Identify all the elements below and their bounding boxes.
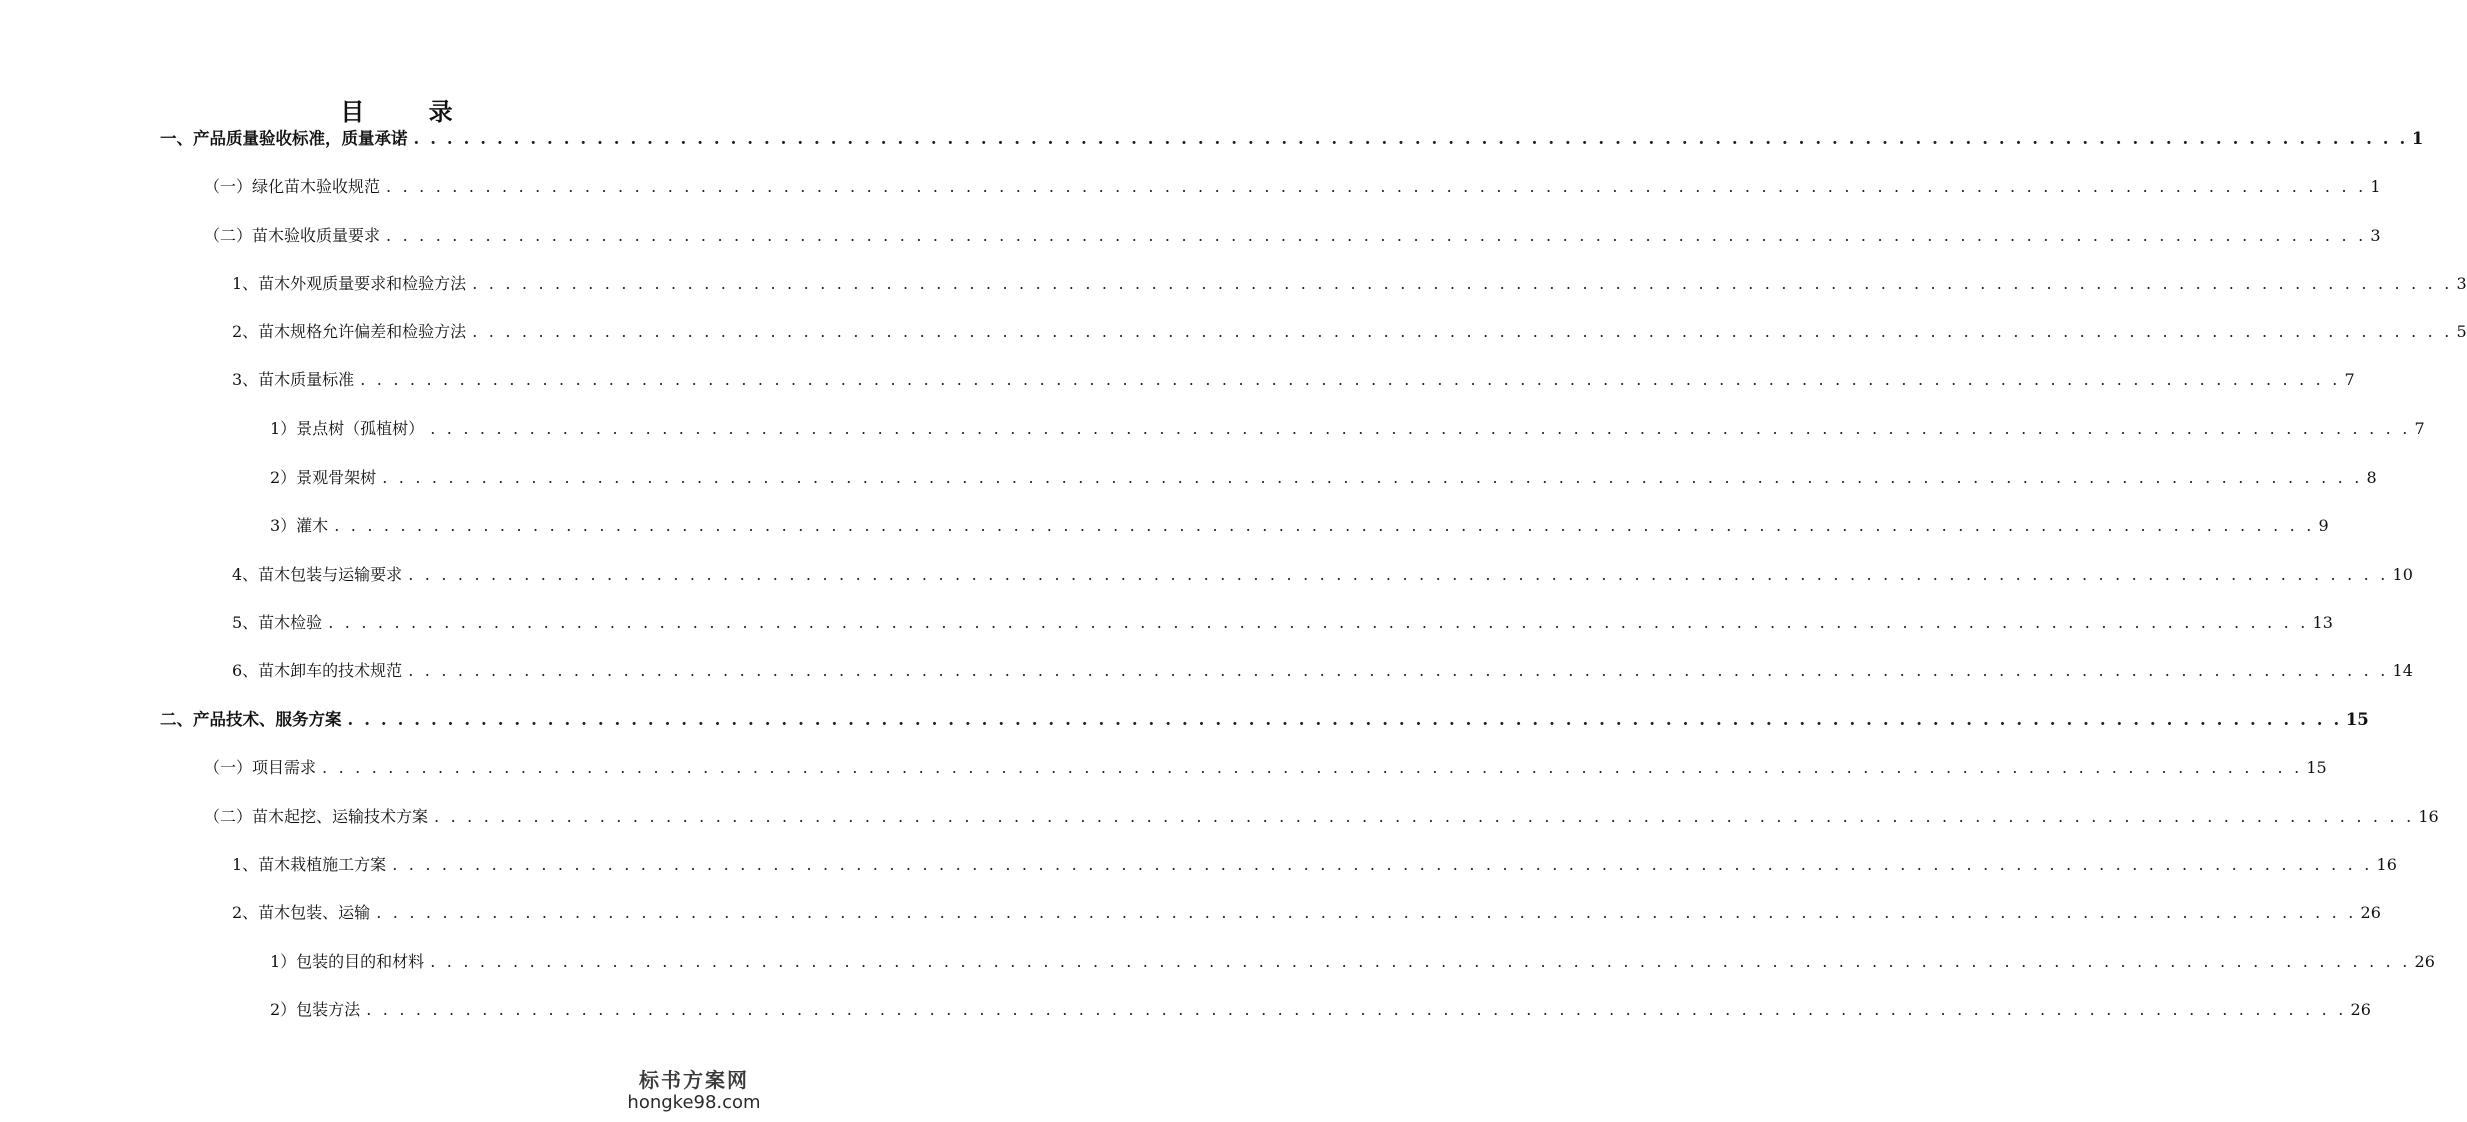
toc-entry[interactable]: [232, 901, 2381, 925]
toc-dot-leader: . . . . . . . . . . . . . . . . . . . . . . . . . . . . . . . . . . . . . . . . . . . . . . . . . . . . . . . . . . . . . . . . . . . . . . . . . . . . . . . . . . . . . . . . . . . . . . . . . . . . . . . . . . . . . . . . . . . . . . . .: [392, 855, 2373, 874]
toc-entry-label: 2、苗木包装、运输: [232, 903, 371, 922]
toc-entry-page-number: 26: [2414, 952, 2435, 971]
toc-entry-page-number: 1: [2370, 177, 2381, 196]
toc-entry-page-number: 3: [2456, 274, 2467, 293]
toc-entry[interactable]: [270, 466, 2377, 490]
toc-entry-label: 5、苗木检验: [232, 613, 323, 632]
watermark-site-name: 标书方案网: [639, 1068, 749, 1092]
toc-entry-label: （一）绿化苗木验收规范: [204, 177, 381, 196]
toc-entry[interactable]: [270, 950, 2435, 974]
toc-entry-label: 3）灌木: [270, 516, 329, 535]
toc-dot-leader: . . . . . . . . . . . . . . . . . . . . . . . . . . . . . . . . . . . . . . . . . . . . . . . . . . . . . . . . . . . . . . . . . . . . . . . . . . . . . . . . . . . . . . . . . . . . . . . . . . . . . . . . . . . . . . . . . . . . . . . .: [334, 516, 2315, 535]
toc-entry-page-number: 8: [2366, 468, 2377, 487]
watermark: [609, 1068, 779, 1114]
toc-entry-label: 1、苗木栽植施工方案: [232, 855, 387, 874]
toc-entry-page-number: 26: [2360, 903, 2381, 922]
toc-dot-leader: . . . . . . . . . . . . . . . . . . . . . . . . . . . . . . . . . . . . . . . . . . . . . . . . . . . . . . . . . . . . . . . . . . . . . . . . . . . . . . . . . . . . . . . . . . . . . . . . . . . . . . . . . . . . . . . . . . . . . . . .: [366, 1000, 2347, 1019]
toc-entry-page-number: 16: [2418, 807, 2439, 826]
toc-entry-label: 2）景观骨架树: [270, 468, 377, 487]
toc-entry[interactable]: [204, 224, 2381, 248]
toc-entry[interactable]: [232, 368, 2355, 392]
toc-dot-leader: . . . . . . . . . . . . . . . . . . . . . . . . . . . . . . . . . . . . . . . . . . . . . . . . . . . . . . . . . . . . . . . . . . . . . . . . . . . . . . . . . . . . . . . . . . . . . . . . . . . . . . . . . . . . . . . . . . . . . . . .: [360, 370, 2341, 389]
toc-dot-leader: . . . . . . . . . . . . . . . . . . . . . . . . . . . . . . . . . . . . . . . . . . . . . . . . . . . . . . . . . . . . . . . . . . . . . . . . . . . . . . . . . . . . . . . . . . . . . . . . . . . . . . . . . . . . . . . . . . . . . . . .: [472, 274, 2453, 293]
toc-entry[interactable]: [204, 175, 2381, 199]
toc-entry-label: （二）苗木验收质量要求: [204, 226, 381, 245]
toc-entry-label: （一）项目需求: [204, 758, 317, 777]
toc-entry-label: 1）包装的目的和材料: [270, 952, 425, 971]
toc-entry-label: 2、苗木规格允许偏差和检验方法: [232, 322, 467, 341]
toc-entry[interactable]: [232, 563, 2413, 587]
toc-entry-page-number: 5: [2456, 322, 2467, 341]
toc-dot-leader: . . . . . . . . . . . . . . . . . . . . . . . . . . . . . . . . . . . . . . . . . . . . . . . . . . . . . . . . . . . . . . . . . . . . . . . . . . . . . . . . . . . . . . . . . . . . . . . . . . . . . . . . . . . . . . . . . . . . . . . .: [434, 807, 2415, 826]
toc-entry[interactable]: [204, 805, 2439, 829]
toc-entry-label: 1、苗木外观质量要求和检验方法: [232, 274, 467, 293]
toc-entry-label: 1）景点树（孤植树）: [270, 419, 425, 438]
toc-dot-leader: . . . . . . . . . . . . . . . . . . . . . . . . . . . . . . . . . . . . . . . . . . . . . . . . . . . . . . . . . . . . . . . . . . . . . . . . . . . . . . . . . . . . . . . . . . . . . . . . . . . . . . . . . . . . . . . . . . . . . . . .: [382, 468, 2363, 487]
toc-dot-leader: . . . . . . . . . . . . . . . . . . . . . . . . . . . . . . . . . . . . . . . . . . . . . . . . . . . . . . . . . . . . . . . . . . . . . . . . . . . . . . . . . . . . . . . . . . . . . . . . . . . . . . . . . . . . . . . . . . . . . . . .: [408, 661, 2389, 680]
toc-entry[interactable]: [160, 708, 2369, 732]
toc-entry-page-number: 13: [2312, 613, 2333, 632]
toc-entry-label: 4、苗木包装与运输要求: [232, 565, 403, 584]
toc-entry-page-number: 15: [2345, 710, 2369, 729]
toc-entry[interactable]: [270, 417, 2425, 441]
toc-entry-page-number: 15: [2306, 758, 2327, 777]
toc-entry-label: 二、产品技术、服务方案: [160, 710, 342, 729]
toc-entry[interactable]: [204, 756, 2327, 780]
toc-entry-label: 3、苗木质量标准: [232, 370, 355, 389]
toc-entry-label: （二）苗木起挖、运输技术方案: [204, 807, 429, 826]
toc-entry-page-number: 14: [2392, 661, 2413, 680]
toc-entry[interactable]: [232, 659, 2413, 683]
toc-entry-label: 6、苗木卸车的技术规范: [232, 661, 403, 680]
toc-entry-page-number: 26: [2350, 1000, 2371, 1019]
toc-dot-leader: . . . . . . . . . . . . . . . . . . . . . . . . . . . . . . . . . . . . . . . . . . . . . . . . . . . . . . . . . . . . . . . . . . . . . . . . . . . . . . . . . . . . . . . . . . . . . . . . . . . . . . . . . . . . . . . . . . . . . . . .: [386, 226, 2367, 245]
toc-entry-label: 一、产品质量验收标准，质量承诺: [160, 129, 408, 148]
toc-dot-leader: . . . . . . . . . . . . . . . . . . . . . . . . . . . . . . . . . . . . . . . . . . . . . . . . . . . . . . . . . . . . . . . . . . . . . . . . . . . . . . . . . . . . . . . . . . . . . . . . . . . . . . . . . . . . . . . . . . . . . . . .: [386, 177, 2367, 196]
toc-entry-label: 2）包装方法: [270, 1000, 361, 1019]
toc-entry[interactable]: [160, 127, 2424, 151]
toc-dot-leader: . . . . . . . . . . . . . . . . . . . . . . . . . . . . . . . . . . . . . . . . . . . . . . . . . . . . . . . . . . . . . . . . . . . . . . . . . . . . . . . . . . . . . . . . . . . . . . . . . . . . . . . . . . . . . . . . . . . . . . . .: [472, 322, 2453, 341]
toc-entry-page-number: 9: [2318, 516, 2329, 535]
toc-dot-leader: . . . . . . . . . . . . . . . . . . . . . . . . . . . . . . . . . . . . . . . . . . . . . . . . . . . . . . . . . . . . . . . . . . . . . . . . . . . . . . . . . . . . . . . . . . . . . . . . . . . . . . . . . . . . . . . . . . . . . . . .: [413, 129, 2408, 148]
toc-entry-page-number: 3: [2370, 226, 2381, 245]
toc-entry-page-number: 16: [2376, 855, 2397, 874]
toc-entry-page-number: 7: [2414, 419, 2425, 438]
toc-dot-leader: . . . . . . . . . . . . . . . . . . . . . . . . . . . . . . . . . . . . . . . . . . . . . . . . . . . . . . . . . . . . . . . . . . . . . . . . . . . . . . . . . . . . . . . . . . . . . . . . . . . . . . . . . . . . . . . . . . . . . . . .: [430, 419, 2411, 438]
toc-dot-leader: . . . . . . . . . . . . . . . . . . . . . . . . . . . . . . . . . . . . . . . . . . . . . . . . . . . . . . . . . . . . . . . . . . . . . . . . . . . . . . . . . . . . . . . . . . . . . . . . . . . . . . . . . . . . . . . . . . . . . . . .: [322, 758, 2303, 777]
watermark-url: hongke98.com: [627, 1092, 761, 1113]
page-title: 目 录: [340, 97, 481, 126]
toc-entry-page-number: 1: [2411, 129, 2424, 148]
toc-dot-leader: . . . . . . . . . . . . . . . . . . . . . . . . . . . . . . . . . . . . . . . . . . . . . . . . . . . . . . . . . . . . . . . . . . . . . . . . . . . . . . . . . . . . . . . . . . . . . . . . . . . . . . . . . . . . . . . . . . . . . . . .: [408, 565, 2389, 584]
toc-entry-page-number: 10: [2392, 565, 2413, 584]
toc-dot-leader: . . . . . . . . . . . . . . . . . . . . . . . . . . . . . . . . . . . . . . . . . . . . . . . . . . . . . . . . . . . . . . . . . . . . . . . . . . . . . . . . . . . . . . . . . . . . . . . . . . . . . . . . . . . . . . . . . . . . . . . .: [328, 613, 2309, 632]
toc-entry[interactable]: [232, 272, 2467, 296]
toc-entry[interactable]: [270, 998, 2371, 1022]
toc-entry[interactable]: [232, 611, 2333, 635]
toc-entry[interactable]: [232, 320, 2467, 344]
toc-entry-page-number: 7: [2344, 370, 2355, 389]
toc-dot-leader: . . . . . . . . . . . . . . . . . . . . . . . . . . . . . . . . . . . . . . . . . . . . . . . . . . . . . . . . . . . . . . . . . . . . . . . . . . . . . . . . . . . . . . . . . . . . . . . . . . . . . . . . . . . . . . . . . . . . . . . .: [430, 952, 2411, 971]
toc-entry[interactable]: [232, 853, 2397, 877]
toc-entry[interactable]: [270, 514, 2329, 538]
toc-dot-leader: . . . . . . . . . . . . . . . . . . . . . . . . . . . . . . . . . . . . . . . . . . . . . . . . . . . . . . . . . . . . . . . . . . . . . . . . . . . . . . . . . . . . . . . . . . . . . . . . . . . . . . . . . . . . . . . . . . . . . . . .: [376, 903, 2357, 922]
toc-dot-leader: . . . . . . . . . . . . . . . . . . . . . . . . . . . . . . . . . . . . . . . . . . . . . . . . . . . . . . . . . . . . . . . . . . . . . . . . . . . . . . . . . . . . . . . . . . . . . . . . . . . . . . . . . . . . . . . . . . . . . . . .: [347, 710, 2342, 729]
